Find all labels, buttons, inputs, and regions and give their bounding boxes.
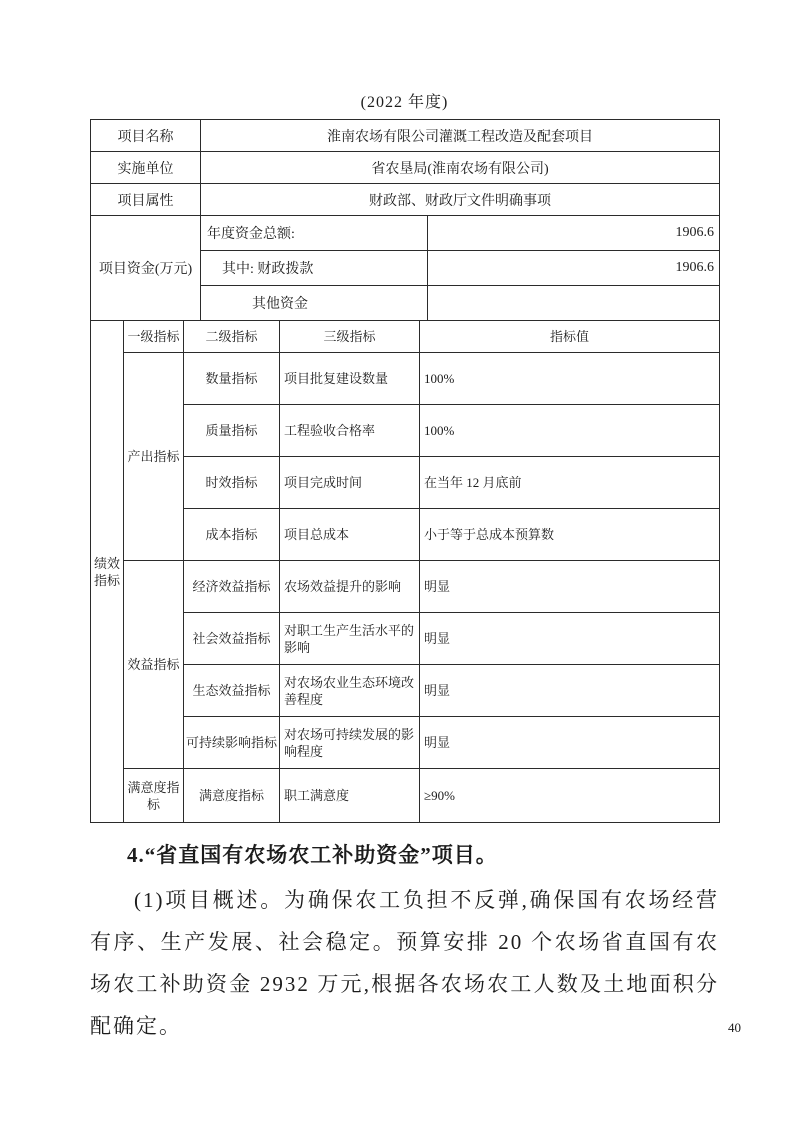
funds-item-other: 其他资金 [201, 286, 428, 321]
table-row [91, 665, 720, 717]
funds-item-fiscal: 其中: 财政拨款 [201, 251, 428, 286]
table-row [91, 120, 720, 152]
indicator-side-label: 绩效指标 [91, 321, 124, 823]
level2-cell: 数量指标 [184, 353, 280, 405]
table-row [91, 561, 720, 613]
funds-label: 项目资金(万元) [91, 216, 201, 321]
level3-cell: 工程验收合格率 [280, 405, 420, 457]
level3-cell: 对职工生产生活水平的影响 [280, 613, 420, 665]
section-heading: 4.“省直国有农场农工补助资金”项目。 [127, 843, 498, 867]
level2-cell: 可持续影响指标 [184, 717, 280, 769]
row-label-project-name: 项目名称 [91, 120, 201, 152]
level2-cell: 经济效益指标 [184, 561, 280, 613]
value-cell: 100% [420, 353, 720, 405]
value-cell: 明显 [420, 665, 720, 717]
level2-cell: 质量指标 [184, 405, 280, 457]
table-row [91, 405, 720, 457]
value-cell: 小于等于总成本预算数 [420, 509, 720, 561]
project-funds-table [90, 215, 720, 321]
level3-cell: 对农场可持续发展的影响程度 [280, 717, 420, 769]
indicator-header-row [91, 321, 720, 353]
value-cell: 在当年 12 月底前 [420, 457, 720, 509]
table-row [91, 353, 720, 405]
header-level1: 一级指标 [124, 321, 184, 353]
level3-cell: 职工满意度 [280, 769, 420, 823]
level2-cell: 时效指标 [184, 457, 280, 509]
value-cell: 明显 [420, 717, 720, 769]
row-value-project-attribute: 财政部、财政厅文件明确事项 [201, 184, 720, 216]
row-label-project-attribute: 项目属性 [91, 184, 201, 216]
level1-output: 产出指标 [124, 353, 184, 561]
row-value-implementing-unit: 省农垦局(淮南农场有限公司) [201, 152, 720, 184]
section-paragraph: (1)项目概述。为确保农工负担不反弹,确保国有农场经营有序、生产发展、社会稳定。预算安排 20 个农场省直国有农场农工补助资金 2932 万元,根据各农场农工人数及土地面积分配确定。 [90, 888, 719, 1038]
project-info-table [90, 119, 720, 216]
level3-cell: 对农场农业生态环境改善程度 [280, 665, 420, 717]
table-row [91, 216, 720, 251]
level3-cell: 项目总成本 [280, 509, 420, 561]
header-level3: 三级指标 [280, 321, 420, 353]
level2-cell: 成本指标 [184, 509, 280, 561]
level3-cell: 项目完成时间 [280, 457, 420, 509]
table-row [91, 717, 720, 769]
performance-indicator-table [90, 320, 720, 823]
value-cell: 明显 [420, 561, 720, 613]
level2-cell: 社会效益指标 [184, 613, 280, 665]
row-label-implementing-unit: 实施单位 [91, 152, 201, 184]
header-level2: 二级指标 [184, 321, 280, 353]
table-row [91, 457, 720, 509]
row-value-project-name: 淮南农场有限公司灌溉工程改造及配套项目 [201, 120, 720, 152]
funds-value-other [428, 286, 720, 321]
level3-cell: 农场效益提升的影响 [280, 561, 420, 613]
table-row [91, 769, 720, 823]
document-content [90, 92, 719, 1047]
value-cell: ≥90% [420, 769, 720, 823]
funds-value-total: 1906.6 [428, 216, 720, 251]
level2-cell: 生态效益指标 [184, 665, 280, 717]
table-row [91, 152, 720, 184]
value-cell: 明显 [420, 613, 720, 665]
level3-cell: 项目批复建设数量 [280, 353, 420, 405]
value-cell: 100% [420, 405, 720, 457]
level1-satisfaction: 满意度指标 [124, 769, 184, 823]
table-row [91, 509, 720, 561]
level2-cell: 满意度指标 [184, 769, 280, 823]
header-value: 指标值 [420, 321, 720, 353]
funds-item-total: 年度资金总额: [201, 216, 428, 251]
doc-title: (2022 年度) [360, 94, 449, 111]
level1-benefit: 效益指标 [124, 561, 184, 769]
table-row [91, 613, 720, 665]
page-number: 40 [728, 1020, 741, 1035]
funds-value-fiscal: 1906.6 [428, 251, 720, 286]
table-row [91, 184, 720, 216]
